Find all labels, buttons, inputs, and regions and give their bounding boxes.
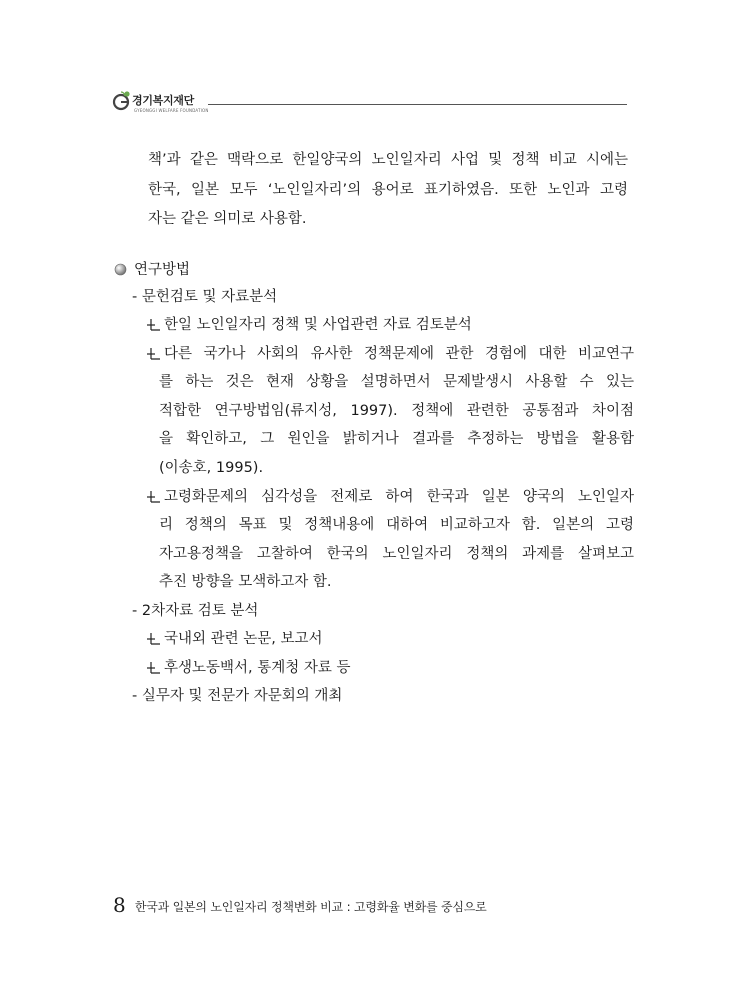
item-text: 후생노동백서, 통계청 자료 등 xyxy=(164,659,351,676)
method-heading-literature: - 문헌검토 및 자료분석 xyxy=(132,289,278,305)
list-item xyxy=(146,340,634,483)
foundation-logo-icon xyxy=(112,90,132,112)
section-title: 연구방법 xyxy=(134,262,191,278)
method-heading-advisory: - 실무자 및 전문가 자문회의 개최 xyxy=(132,688,343,705)
page-footer xyxy=(113,893,487,917)
page-number: 8 xyxy=(113,893,126,917)
item-text: (이송호, 1995). xyxy=(159,459,264,476)
list-item xyxy=(146,654,634,683)
page-header xyxy=(112,88,627,118)
sub-bullet-icon xyxy=(146,489,164,503)
item-text: 리 정책의 목표 및 정책내용에 대하여 비교하고자 함. 일본의 고령 xyxy=(159,517,634,534)
org-name: 경기복지재단 xyxy=(132,94,194,107)
item-text: 다른 국가나 사회의 유사한 정책문제에 관한 경험에 대한 비교연구 xyxy=(164,345,634,362)
item-text: 고령화문제의 심각성을 전제로 하여 한국과 일본 양국의 노인일자 xyxy=(164,488,634,505)
item-text: 한일 노인일자리 정책 및 사업관련 자료 검토분석 xyxy=(164,317,472,333)
intro-line: 책’과 같은 맥락으로 한일양국의 노인일자리 사업 및 정책 비교 시에는 xyxy=(148,152,628,168)
sub-bullet-icon xyxy=(146,660,164,674)
method-heading-secondary-data: - 2차자료 검토 분석 xyxy=(132,602,259,619)
list-item xyxy=(146,483,634,597)
sub-bullet-icon xyxy=(146,346,164,360)
list-item xyxy=(146,311,634,340)
footer-title: 한국과 일본의 노인일자리 정책변화 비교 : 고령화율 변화를 중심으로 xyxy=(134,900,487,914)
org-subtitle: GYEONGGI WELFARE FOUNDATION xyxy=(134,108,209,113)
header-divider xyxy=(208,104,627,105)
sub-bullet-icon xyxy=(146,317,164,331)
item-text: 적합한 연구방법임(류지성, 1997). 정책에 관련한 공통점과 차이점 xyxy=(159,402,634,419)
sphere-bullet-icon xyxy=(114,263,127,276)
section-heading xyxy=(114,257,634,283)
research-method-section xyxy=(114,257,634,710)
item-text: 국내외 관련 논문, 보고서 xyxy=(164,630,323,647)
item-text: 를 하는 것은 현재 상황을 설명하면서 문제발생시 사용할 수 있는 xyxy=(159,374,634,391)
item-text: 추진 방향을 모색하고자 함. xyxy=(159,574,332,591)
item-text: 자고용정책을 고찰하여 한국의 노인일자리 정책의 과제를 살펴보고 xyxy=(159,545,634,562)
list-item xyxy=(146,625,634,654)
intro-line: 자는 같은 의미로 사용함. xyxy=(148,211,307,227)
intro-line: 한국, 일본 모두 ‘노인일자리’의 용어로 표기하였음. 또한 노인과 고령 xyxy=(148,181,628,198)
intro-paragraph xyxy=(148,146,628,235)
item-text: 을 확인하고, 그 원인을 밝히거나 결과를 추정하는 방법을 활용함 xyxy=(159,431,634,448)
sub-bullet-icon xyxy=(146,631,164,645)
